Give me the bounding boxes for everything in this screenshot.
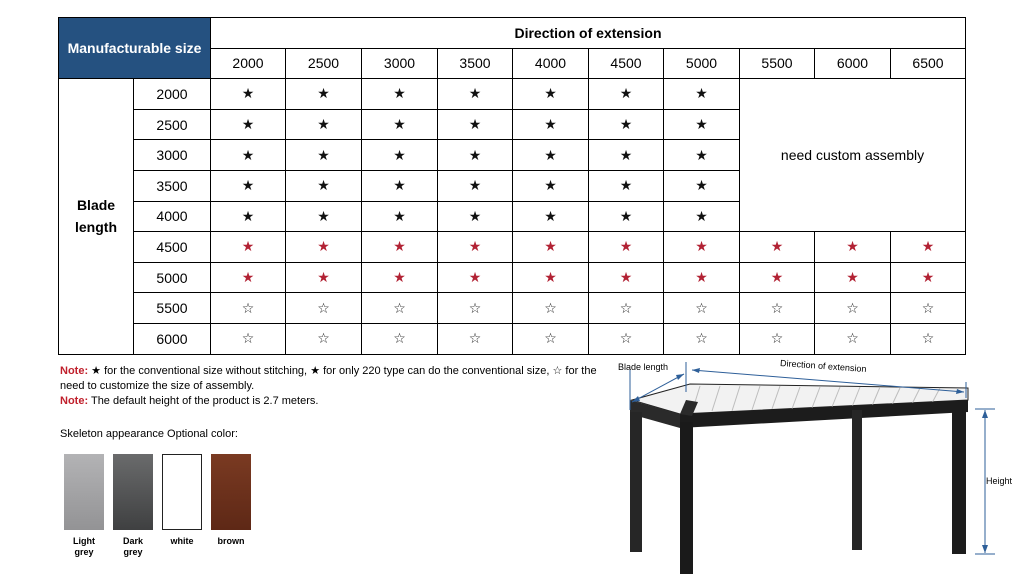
skeleton-color-title: Skeleton appearance Optional color: (60, 428, 238, 440)
note-text-4: The default height of the product is 2.7 meters. (90, 395, 319, 407)
star-cell-red: ★ (211, 262, 286, 293)
star-cell-filled: ★ (362, 109, 438, 140)
star-cell-filled: ★ (211, 201, 286, 232)
row-header: 5500 (134, 293, 211, 324)
column-header: 6500 (891, 48, 966, 79)
star-cell-open: ☆ (815, 293, 891, 324)
row-header: 6000 (134, 323, 211, 354)
column-header: 2000 (211, 48, 286, 79)
star-cell-filled: ★ (664, 201, 740, 232)
star-cell-filled: ★ (664, 140, 740, 171)
note-label: Note: (60, 365, 89, 377)
row-header: 5000 (134, 262, 211, 293)
swatch-label-line: white (170, 536, 194, 546)
swatch-brown (211, 454, 251, 530)
star-cell-red: ★ (740, 262, 815, 293)
swatch-label-white (157, 536, 207, 547)
table-row (59, 293, 966, 324)
notes-block (60, 364, 615, 409)
row-header: 3500 (134, 170, 211, 201)
star-filled-symbol: ★ (310, 365, 321, 377)
star-cell-red: ★ (211, 232, 286, 263)
swatch-label-line: brown (217, 536, 245, 546)
star-cell-filled: ★ (664, 109, 740, 140)
star-cell-open: ☆ (815, 323, 891, 354)
star-cell-filled: ★ (513, 79, 589, 110)
star-cell-red: ★ (362, 232, 438, 263)
table-row (59, 262, 966, 293)
star-cell-filled: ★ (438, 109, 513, 140)
swatch-dark-grey (113, 454, 153, 530)
star-cell-open: ☆ (891, 293, 966, 324)
star-cell-red: ★ (891, 232, 966, 263)
star-cell-red: ★ (438, 262, 513, 293)
star-cell-filled: ★ (513, 140, 589, 171)
star-cell-filled: ★ (438, 79, 513, 110)
star-cell-filled: ★ (286, 170, 362, 201)
star-cell-open: ☆ (664, 293, 740, 324)
manufacturable-size-header: Manufacturable size (59, 18, 211, 79)
star-cell-red: ★ (513, 262, 589, 293)
note-line-2 (60, 394, 615, 409)
swatch-label-light-grey (59, 536, 109, 558)
blade-length-label: Blade length (618, 362, 669, 372)
size-table (58, 17, 966, 355)
star-cell-red: ★ (664, 262, 740, 293)
note-text-3: for the need to customize the size of assembly. (60, 365, 597, 392)
star-cell-open: ☆ (362, 323, 438, 354)
star-cell-filled: ★ (438, 201, 513, 232)
star-open-symbol: ☆ (552, 365, 563, 377)
star-cell-filled: ★ (211, 170, 286, 201)
star-cell-filled: ★ (211, 140, 286, 171)
star-cell-filled: ★ (513, 109, 589, 140)
column-header: 6000 (815, 48, 891, 79)
star-cell-filled: ★ (362, 140, 438, 171)
star-cell-filled: ★ (589, 79, 664, 110)
row-header: 2000 (134, 79, 211, 110)
star-cell-filled: ★ (286, 201, 362, 232)
star-cell-open: ☆ (211, 323, 286, 354)
note-text-2: for only 220 type can do the conventional size, (323, 365, 550, 377)
column-header: 3000 (362, 48, 438, 79)
star-cell-open: ☆ (286, 293, 362, 324)
star-cell-open: ☆ (286, 323, 362, 354)
row-header: 4000 (134, 201, 211, 232)
column-header: 2500 (286, 48, 362, 79)
star-cell-open: ☆ (438, 323, 513, 354)
star-cell-filled: ★ (589, 170, 664, 201)
swatch-label-dark-grey (108, 536, 158, 558)
star-cell-red: ★ (740, 232, 815, 263)
pergola-illustration (600, 352, 1020, 574)
note-line-1 (60, 364, 615, 394)
star-cell-filled: ★ (664, 170, 740, 201)
blade-length-header: Blade length (59, 79, 134, 354)
column-header: 5500 (740, 48, 815, 79)
star-cell-filled: ★ (362, 170, 438, 201)
star-cell-filled: ★ (589, 109, 664, 140)
pergola-diagram (600, 352, 1020, 579)
star-cell-filled: ★ (362, 201, 438, 232)
swatch-label-line: Light (73, 536, 95, 546)
star-filled-symbol: ★ (91, 365, 102, 377)
star-cell-filled: ★ (286, 140, 362, 171)
row-header: 2500 (134, 109, 211, 140)
star-cell-filled: ★ (362, 79, 438, 110)
column-header: 3500 (438, 48, 513, 79)
star-cell-filled: ★ (513, 201, 589, 232)
swatch-label-line: Dark (122, 536, 143, 546)
star-cell-open: ☆ (589, 293, 664, 324)
star-cell-open: ☆ (438, 293, 513, 324)
star-cell-red: ★ (589, 232, 664, 263)
star-cell-red: ★ (362, 262, 438, 293)
column-header: 4500 (589, 48, 664, 79)
star-cell-red: ★ (438, 232, 513, 263)
star-cell-open: ☆ (513, 293, 589, 324)
swatch-light-grey (64, 454, 104, 530)
table-row (59, 79, 966, 110)
star-cell-filled: ★ (589, 140, 664, 171)
star-cell-open: ☆ (740, 323, 815, 354)
star-cell-red: ★ (589, 262, 664, 293)
star-cell-filled: ★ (211, 109, 286, 140)
direction-of-extension-header: Direction of extension (211, 18, 966, 49)
row-header: 3000 (134, 140, 211, 171)
star-cell-filled: ★ (664, 79, 740, 110)
star-cell-red: ★ (815, 232, 891, 263)
table-row (59, 232, 966, 263)
star-cell-open: ☆ (513, 323, 589, 354)
swatch-label-line: grey (123, 547, 143, 557)
star-cell-red: ★ (815, 262, 891, 293)
swatch-label-line: grey (74, 547, 94, 557)
height-label: Height (986, 476, 1013, 486)
star-cell-open: ☆ (362, 293, 438, 324)
table-row (59, 323, 966, 354)
swatch-label-brown (206, 536, 256, 547)
column-header: 4000 (513, 48, 589, 79)
star-cell-filled: ★ (211, 79, 286, 110)
star-cell-open: ☆ (891, 323, 966, 354)
note-text-1: for the conventional size without stitching, (104, 365, 308, 377)
star-cell-open: ☆ (589, 323, 664, 354)
star-cell-filled: ★ (286, 109, 362, 140)
star-cell-red: ★ (664, 232, 740, 263)
star-cell-filled: ★ (438, 140, 513, 171)
row-header: 4500 (134, 232, 211, 263)
star-cell-filled: ★ (513, 170, 589, 201)
star-cell-open: ☆ (211, 293, 286, 324)
star-cell-red: ★ (513, 232, 589, 263)
swatch-white (162, 454, 202, 530)
star-cell-open: ☆ (664, 323, 740, 354)
star-cell-red: ★ (286, 262, 362, 293)
star-cell-filled: ★ (286, 79, 362, 110)
note-label-2: Note: (60, 395, 89, 407)
star-cell-filled: ★ (589, 201, 664, 232)
star-cell-red: ★ (891, 262, 966, 293)
star-cell-filled: ★ (438, 170, 513, 201)
direction-of-extension-label: Direction of extension (779, 357, 867, 375)
column-header: 5000 (664, 48, 740, 79)
star-cell-red: ★ (286, 232, 362, 263)
star-cell-open: ☆ (740, 293, 815, 324)
custom-assembly-cell: need custom assembly (740, 79, 966, 232)
